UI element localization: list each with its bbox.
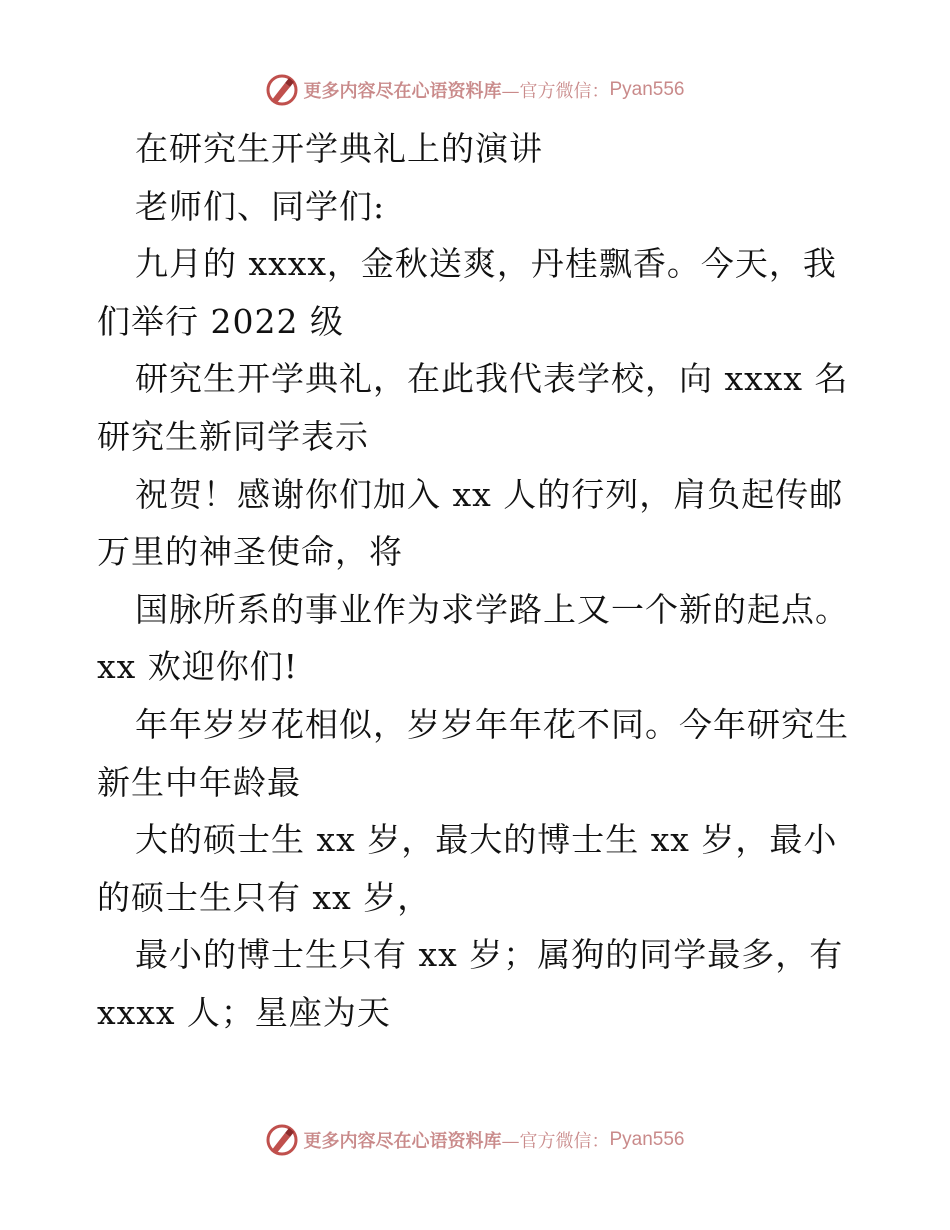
watermark-wechat-label: —官方微信： <box>501 1131 610 1152</box>
paragraph-line: 国脉所系的事业作为求学路上又一个新的起点。 <box>135 589 849 629</box>
paragraph-line: 最小的博士生只有 xx 岁；属狗的同学最多，有 <box>135 935 844 975</box>
header-watermark <box>0 70 950 110</box>
watermark-text: 更多内容尽在心语资料库 <box>303 1131 502 1152</box>
paragraph-line: 研究生新同学表示 <box>97 416 369 456</box>
salutation: 老师们、同学们: <box>135 186 386 226</box>
paragraph-line: 万里的神圣使命，将 <box>97 532 403 572</box>
paragraph-line: 们举行 2022 级 <box>97 301 344 341</box>
paragraph-line: xx 欢迎你们! <box>97 647 298 687</box>
paragraph-line: 的硕士生只有 xx 岁， <box>97 877 432 917</box>
pen-logo-icon <box>265 73 299 107</box>
document-title: 在研究生开学典礼上的演讲 <box>135 129 543 168</box>
paragraph-line: 研究生开学典礼，在此我代表学校，向 xxxx 名 <box>135 359 849 399</box>
footer-watermark <box>0 1120 950 1160</box>
pen-logo-icon <box>265 1123 299 1157</box>
paragraph-line: 年年岁岁花相似，岁岁年年花不同。今年研究生 <box>135 704 849 744</box>
document-body <box>97 120 857 1042</box>
paragraph-line: 新生中年龄最 <box>97 762 301 802</box>
watermark-wechat-label: —官方微信： <box>501 81 610 102</box>
watermark-wechat-id: Pyan556 <box>609 1129 685 1150</box>
watermark-wechat-id: Pyan556 <box>609 79 685 100</box>
paragraph-line: 大的硕士生 xx 岁，最大的博士生 xx 岁，最小 <box>135 820 838 860</box>
watermark-text: 更多内容尽在心语资料库 <box>303 81 502 102</box>
paragraph-line: xxxx 人；星座为天 <box>97 992 391 1032</box>
paragraph-line: 九月的 xxxx，金秋送爽，丹桂飘香。今天，我 <box>135 244 837 284</box>
paragraph-line: 祝贺！感谢你们加入 xx 人的行列，肩负起传邮 <box>135 474 844 514</box>
